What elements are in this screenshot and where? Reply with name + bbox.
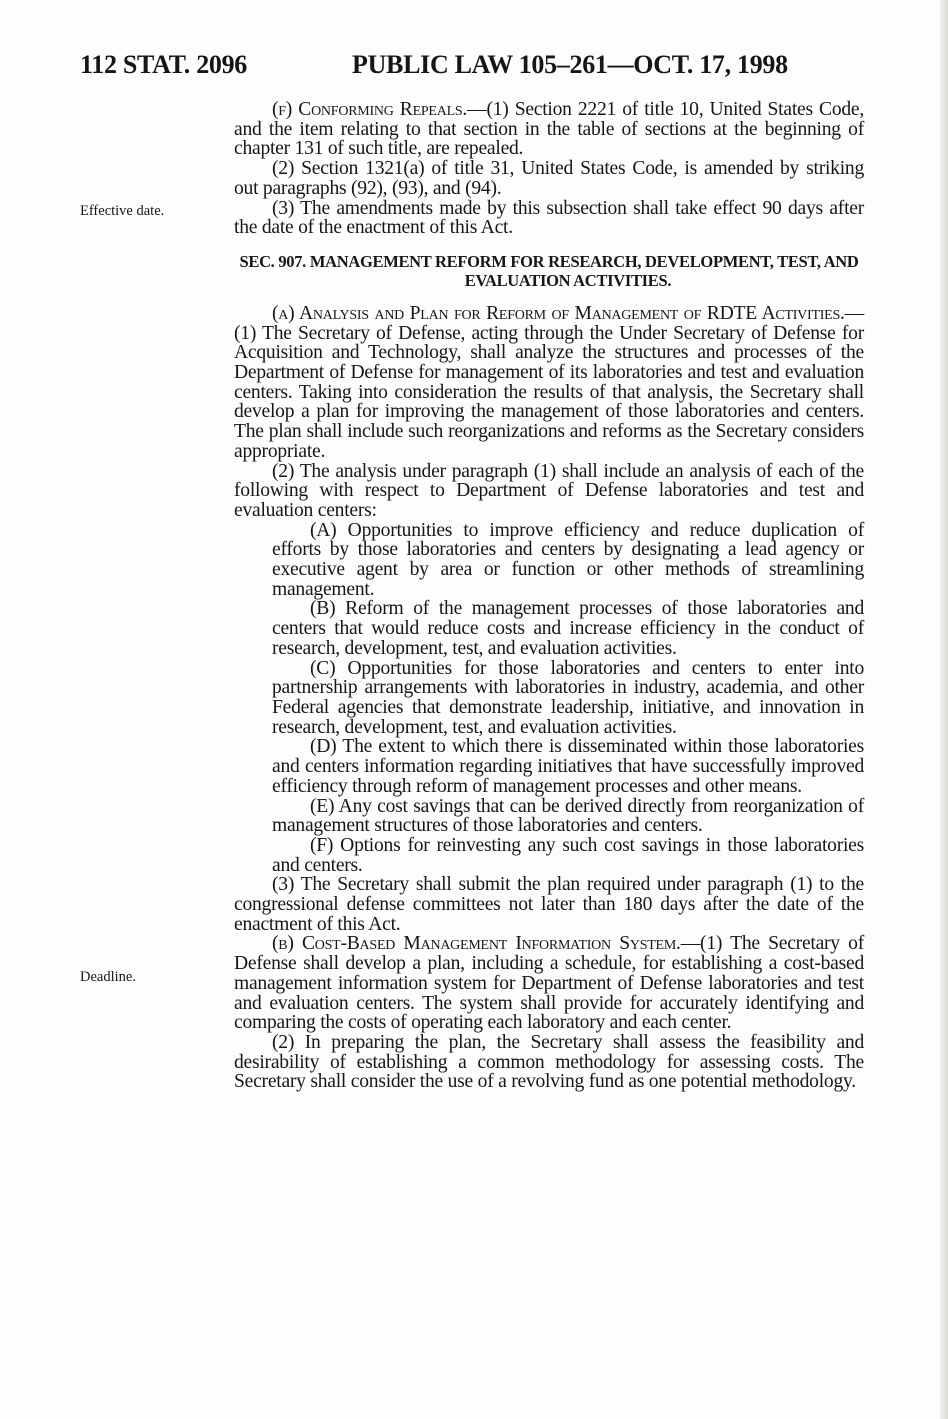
conforming-repeals-paragraph xyxy=(234,100,864,159)
subsection-a-text: —(1) The Secretary of Defense, acting through the Under Secretary of Defense for Acquisition and Technology, shall analyze the structures and processes of the Department of Defense for management of its laboratories and test and evaluation centers. Taking into consideration the results of that analysis, the Secretary shall develop a plan for improving the management of those laboratories and centers. The plan shall include such reorganizations and reforms as the Secretary considers appropriate. xyxy=(234,302,864,462)
list-item-f: (F) Options for reinvesting any such cost savings in those laboratories and centers. xyxy=(272,834,864,876)
subsection-a-paragraph-3: (3) The Secretary shall submit the plan required under paragraph (1) to the congressional defense committees not later than 180 days after the date of the enactment of this Act. xyxy=(234,874,864,935)
list-item-c: (C) Opportunities for those laboratories and centers to enter into partnership arrangements with laboratories in industry, academia, and other Federal agencies that demonstrate leadership, initiative, and innovation in research, development, test, and evaluation activities. xyxy=(272,657,864,738)
list-item-d: (D) The extent to which there is disseminated within those laboratories and centers information regarding initiatives that have successfully improved efficiency through reform of management processes and other means. xyxy=(272,736,864,797)
list-item-e: (E) Any cost savings that can be derived directly from reorganization of management structures of those laboratories and centers. xyxy=(272,795,864,837)
subsection-b-paragraph-2: (2) In preparing the plan, the Secretary shall assess the feasibility and desirability of establishing a common methodology for assessing costs. The Secretary shall consider the use of a revolving fund as one potential methodology. xyxy=(234,1031,864,1093)
section-heading: SEC. 907. MANAGEMENT REFORM FOR RESEARCH, DEVELOPMENT, TEST, AND EVALUATION ACTIVITIES. xyxy=(239,251,859,290)
stat-citation: 112 STAT. 2096 xyxy=(80,50,247,79)
page-edge xyxy=(940,0,948,1419)
conforming-repeals-caption: (f) Conforming Repeals. xyxy=(272,99,468,120)
subsection-b-text: —(1) The Secretary of Defense shall develop a plan, including a schedule, for establishing a cost-based management information system for Department of Defense laboratories and test and evaluation centers. The system shall provide for accurately identifying and comparing the costs of operating each laboratory and each center. xyxy=(234,933,864,1034)
conforming-paragraph-3: (3) The amendments made by this subsection shall take effect 90 days after the date of the enactment of this Act. xyxy=(234,197,864,239)
list-item-a: (A) Opportunities to improve efficiency and reduce duplication of efforts by those laboratories and centers by designating a lead agency or executive agent by area or function or other methods of streamlining management. xyxy=(272,519,864,600)
conforming-repeals-text: —(1) Section 2221 of title 10, United States Code, and the item relating to that section in the table of sections at the beginning of chapter 131 of such title, are repealed. xyxy=(234,99,865,160)
margin-note-effective-date: Effective date. xyxy=(80,203,165,219)
document-body xyxy=(234,100,864,1092)
subsection-b-caption: (b) Cost-Based Management Information System. xyxy=(272,933,681,955)
subsection-a-paragraph-1 xyxy=(234,304,864,462)
subsection-b-paragraph-1 xyxy=(234,934,864,1033)
margin-note-deadline: Deadline. xyxy=(80,969,136,985)
subsection-a-caption: (a) Analysis and Plan for Reform of Management of RDTE Activities. xyxy=(272,302,845,324)
page-header xyxy=(80,50,870,84)
subsection-a-paragraph-2: (2) The analysis under paragraph (1) shall include an analysis of each of the following with respect to Department of Defense laboratories and test and evaluation centers: xyxy=(234,460,864,521)
public-law-title: PUBLIC LAW 105–261—OCT. 17, 1998 xyxy=(352,50,788,79)
conforming-paragraph-2: (2) Section 1321(a) of title 31, United States Code, is amended by striking out paragraphs (92), (93), and (94). xyxy=(234,158,864,199)
list-item-b: (B) Reform of the management processes of those laboratories and centers that would reduce costs and increase efficiency in the conduct of research, development, test, and evaluation activities. xyxy=(272,598,864,659)
